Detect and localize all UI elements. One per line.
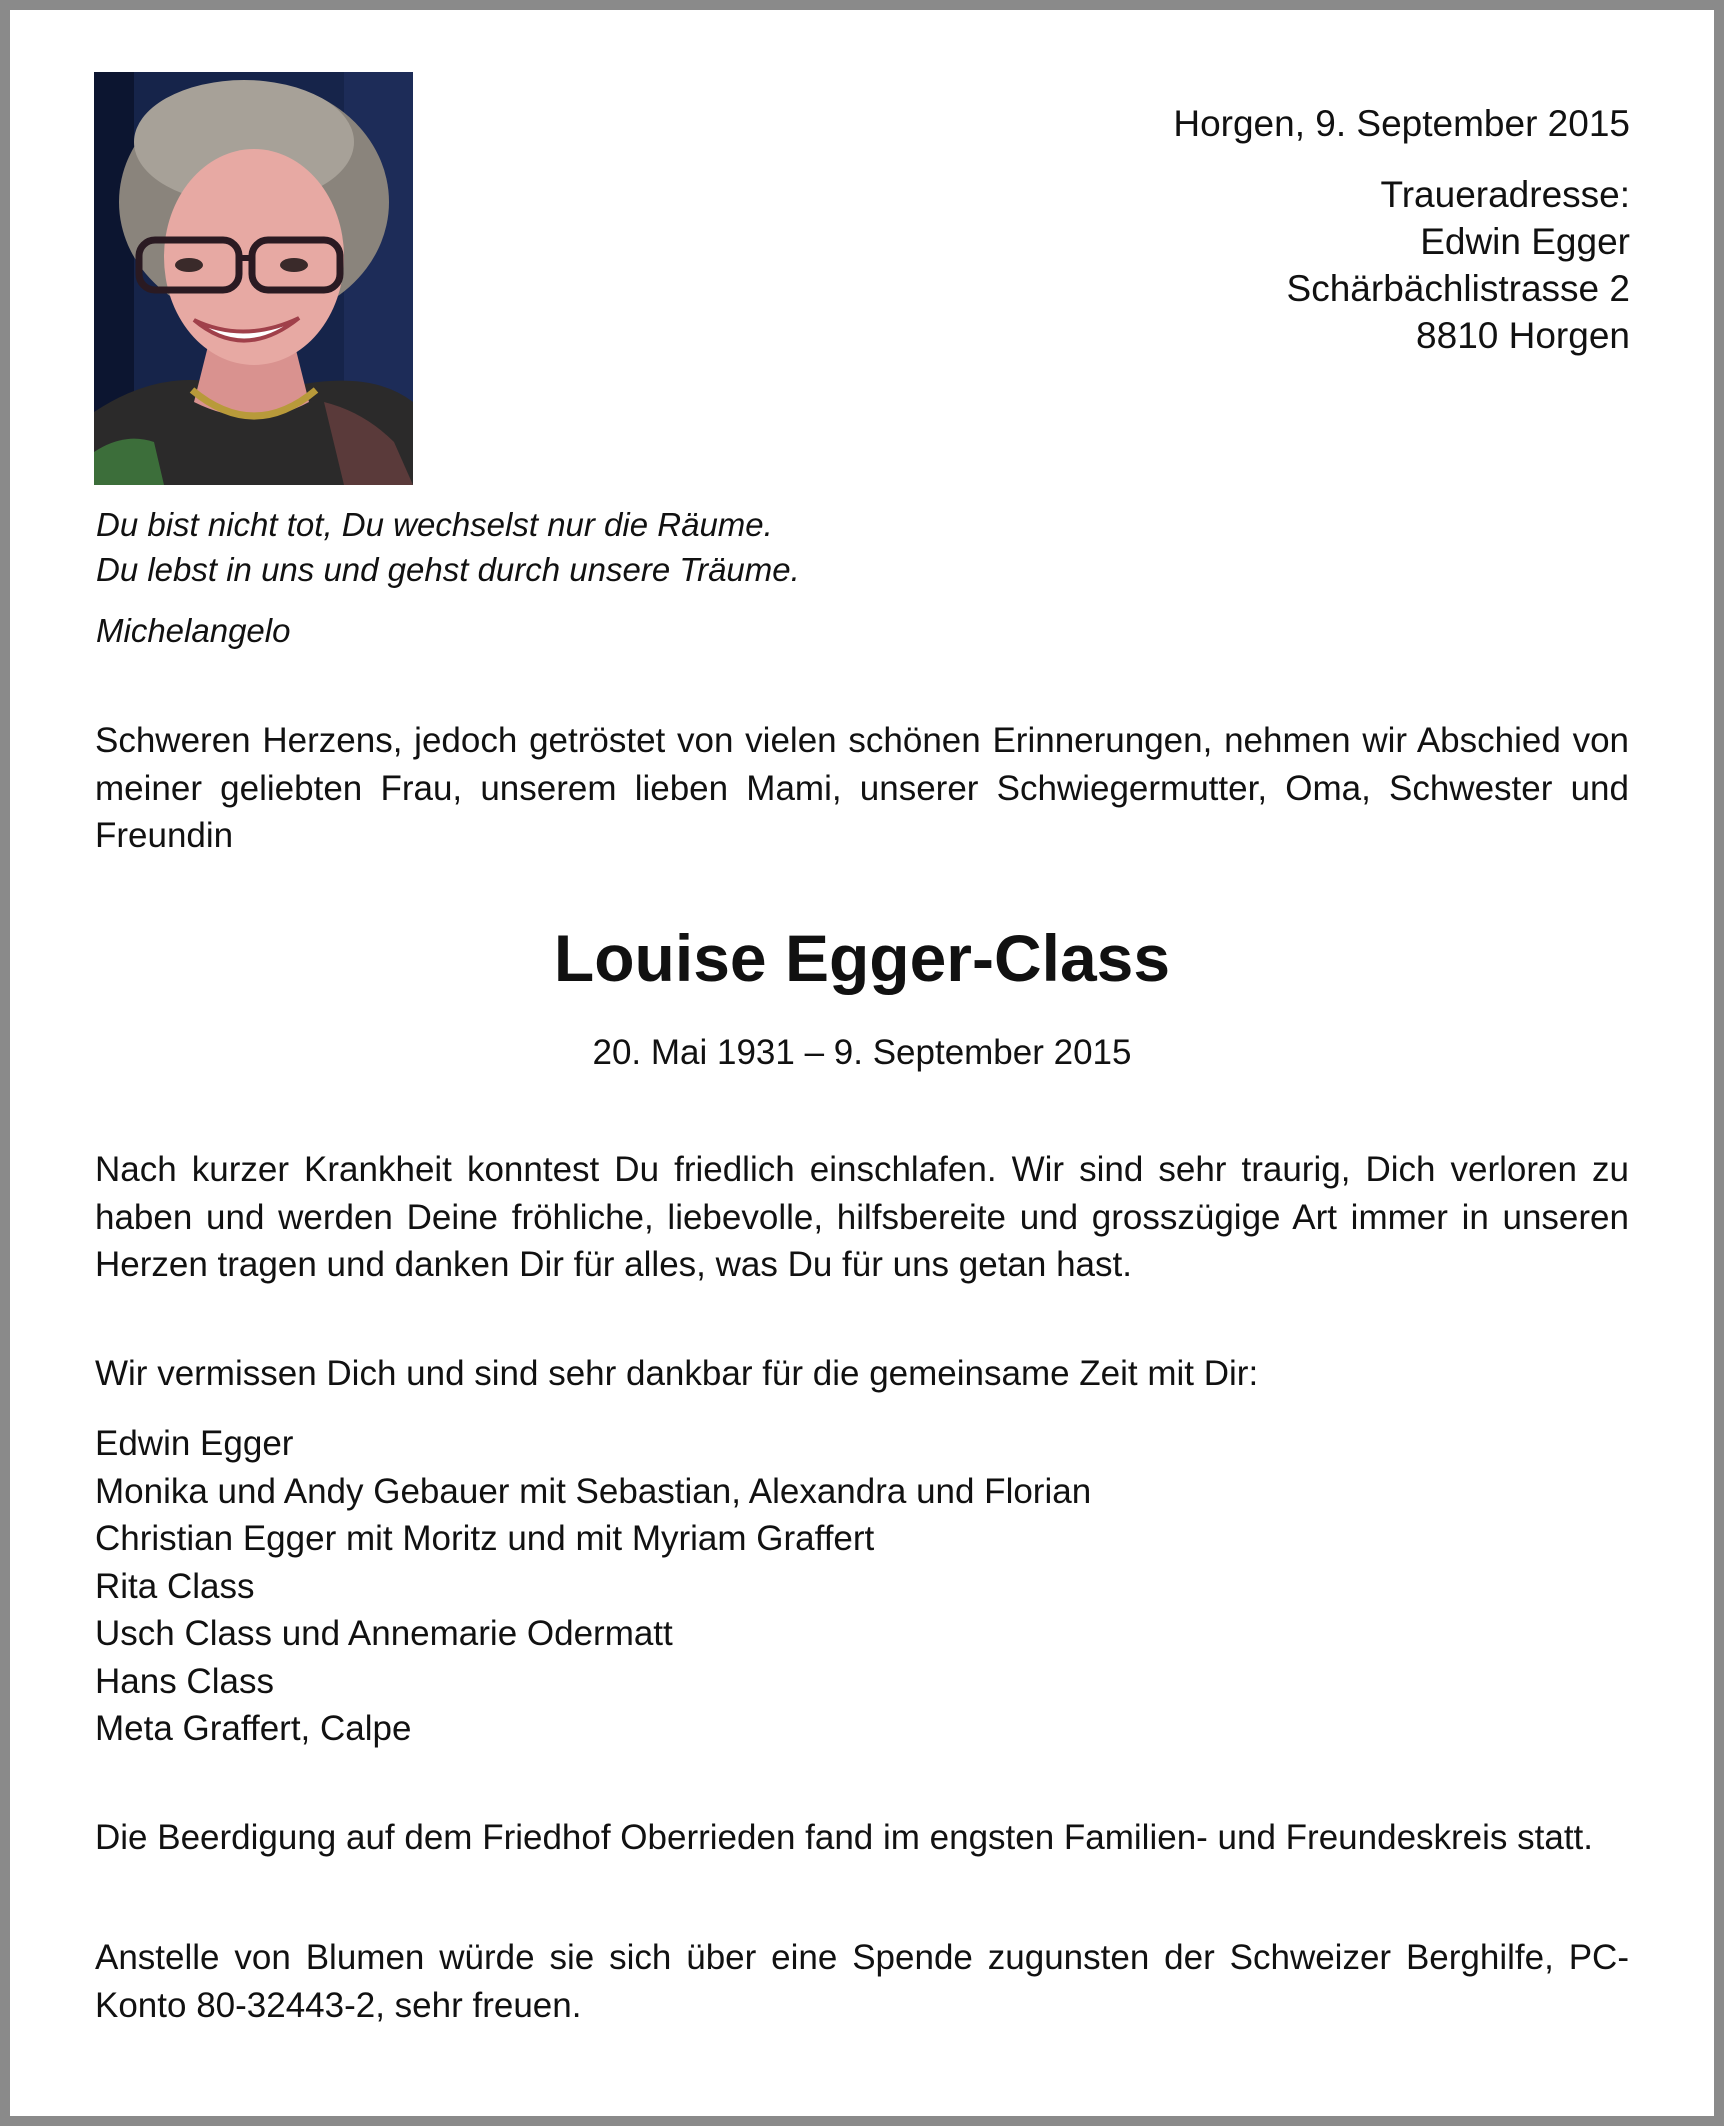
message-paragraph: Nach kurzer Krankheit konntest Du friedlich einschlafen. Wir sind sehr traurig, Dich verloren zu haben und werden Deine fröhliche, liebevolle, hilfsbereite und grosszügige Art immer in unseren Herzen tragen und danken Dir für alles, was Du für uns getan hast. — [95, 1150, 1629, 1284]
portrait-icon — [94, 72, 413, 485]
deceased-name: Louise Egger-Class — [553, 921, 1171, 995]
family-member: Edwin Egger — [95, 1424, 294, 1463]
quote-line: Du lebst in uns und gehst durch unsere Träume. — [96, 551, 800, 588]
header-block — [1173, 100, 1630, 359]
intro-paragraph: Schweren Herzens, jedoch getröstet von vielen schönen Erinnerungen, nehmen wir Abschied von meiner geliebten Frau, unserem lieben Mami, unserer Schwiegermutter, Oma, Schwester und Freundin — [95, 721, 1629, 855]
address-street: Schärbächlistrasse 2 — [1286, 268, 1630, 309]
family-member: Monika und Andy Gebauer mit Sebastian, Alexandra und Florian — [95, 1471, 1092, 1511]
thanks-line: Wir vermissen Dich und sind sehr dankbar für die gemeinsame Zeit mit Dir: — [95, 1354, 1259, 1393]
quote-block — [96, 502, 800, 653]
family-member: Hans Class — [95, 1661, 274, 1701]
quote-line: Du bist nicht tot, Du wechselst nur die Räume. — [96, 506, 773, 543]
address-name: Edwin Egger — [1420, 221, 1630, 262]
family-member: Rita Class — [95, 1566, 255, 1606]
family-member: Meta Graffert, Calpe — [95, 1709, 412, 1748]
address-city: 8810 Horgen — [1416, 315, 1630, 356]
portrait-photo — [94, 72, 413, 485]
family-member: Usch Class und Annemarie Odermatt — [95, 1614, 673, 1653]
quote-author: Michelangelo — [96, 612, 291, 649]
life-dates: 20. Mai 1931 – 9. September 2015 — [592, 1033, 1132, 1072]
family-member: Christian Egger mit Moritz und mit Myriam Graffert — [95, 1519, 875, 1558]
date-line: Horgen, 9. September 2015 — [1173, 103, 1630, 144]
family-list — [95, 1420, 1091, 1753]
address-label: Traueradresse: — [1380, 174, 1630, 215]
donation-paragraph: Anstelle von Blumen würde sie sich über eine Spende zugunsten der Schweizer Berghilfe, PC-Konto 80-32443-2, sehr freuen. — [95, 1938, 1629, 2025]
funeral-paragraph: Die Beerdigung auf dem Friedhof Oberrieden fand im engsten Familien- und Freundeskreis statt. — [95, 1818, 1594, 1857]
